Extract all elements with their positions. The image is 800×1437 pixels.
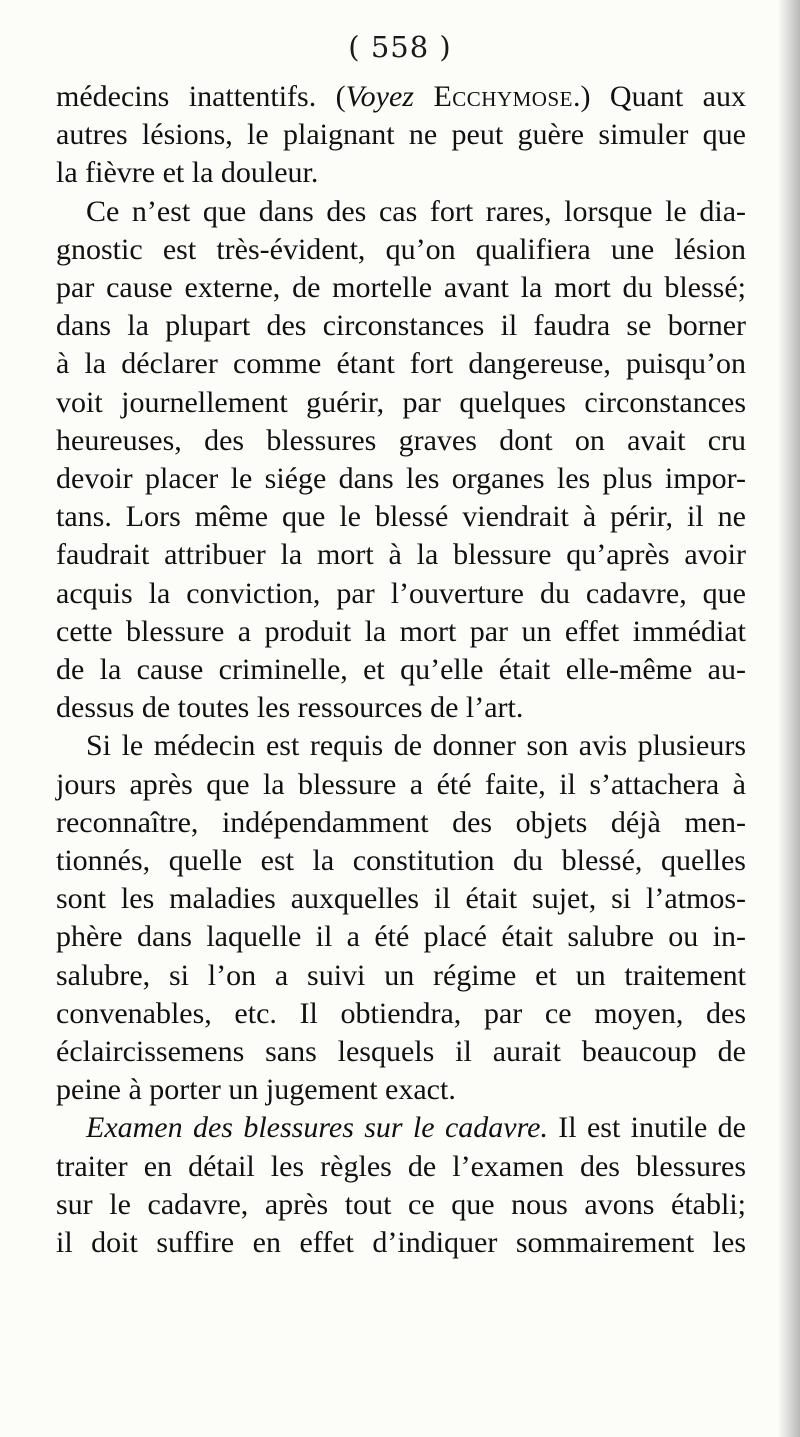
text-line: cette blessure a produit la mort par un effet immédiat [56, 614, 746, 648]
text-line: Ce n’est que dans des cas fort rares, lorsque le dia- [86, 194, 746, 228]
text-line: heureuses, des blessures graves dont on avait cru [56, 423, 746, 457]
text-line: il doit suffire en effet d’indiquer sommairement les [56, 1226, 746, 1260]
text-line: sur le cadavre, après tout ce que nous avons établi; [56, 1187, 746, 1221]
text-line: par cause externe, de mortelle avant la mort du blessé; [56, 271, 746, 305]
page-number: ( 558 ) [348, 30, 452, 64]
text-line: dans la plupart des circonstances il faudra se borner [56, 309, 746, 343]
text-line: phère dans laquelle il a été placé était salubre ou in- [56, 920, 746, 954]
text-line: traiter en détail les règles de l’examen des blessures [56, 1149, 746, 1183]
text-line: médecins inattentifs. (Voyez Ecchymose.) Quant aux [56, 80, 747, 113]
text-line: faudrait attribuer la mort à la blessure qu’après avoir [56, 538, 746, 572]
page-edge-shadow [778, 0, 800, 1437]
text-line: la fièvre et la douleur. [56, 156, 319, 190]
text-line: reconnaître, indépendamment des objets déjà men- [56, 805, 746, 839]
text-line: Si le médecin est requis de donner son avis plusieurs [86, 729, 746, 763]
text-line: tionnés, quelle est la constitution du blessé, quelles [56, 844, 746, 878]
text-line: voit journellement guérir, par quelques circonstances [56, 385, 746, 419]
section-heading: Examen des blessures sur le cadavre. [86, 1111, 548, 1145]
text-line: gnostic est très-évident, qu’on qualifiera une lésion [56, 232, 746, 266]
body-text [56, 78, 746, 1262]
text-line: sont les maladies auxquelles il était sujet, si l’atmos- [56, 882, 746, 916]
text-line: autres lésions, le plaignant ne peut guère simuler que [56, 118, 746, 152]
text-line: devoir placer le siége dans les organes les plus impor- [56, 462, 746, 496]
text-line: salubre, si l’on a suivi un régime et un traitement [56, 958, 746, 992]
text-line: de la cause criminelle, et qu’elle était elle-même au- [56, 653, 746, 687]
text-line: convenables, etc. Il obtiendra, par ce moyen, des [56, 996, 746, 1030]
text-line: tans. Lors même que le blessé viendrait à périr, il ne [56, 500, 746, 534]
text-line: à la déclarer comme étant fort dangereuse, puisqu’on [56, 347, 746, 381]
text-line: peine à porter un jugement exact. [56, 1073, 456, 1107]
text-line: dessus de toutes les ressources de l’art. [56, 691, 524, 725]
text-line: acquis la conviction, par l’ouverture du cadavre, que [56, 576, 746, 610]
text-line: Examen des blessures sur le cadavre. Il est inutile de [86, 1111, 746, 1145]
text-line: jours après que la blessure a été faite, il s’attachera à [56, 767, 746, 801]
text-line: éclaircissemens sans lesquels il aurait beaucoup de [56, 1035, 746, 1069]
